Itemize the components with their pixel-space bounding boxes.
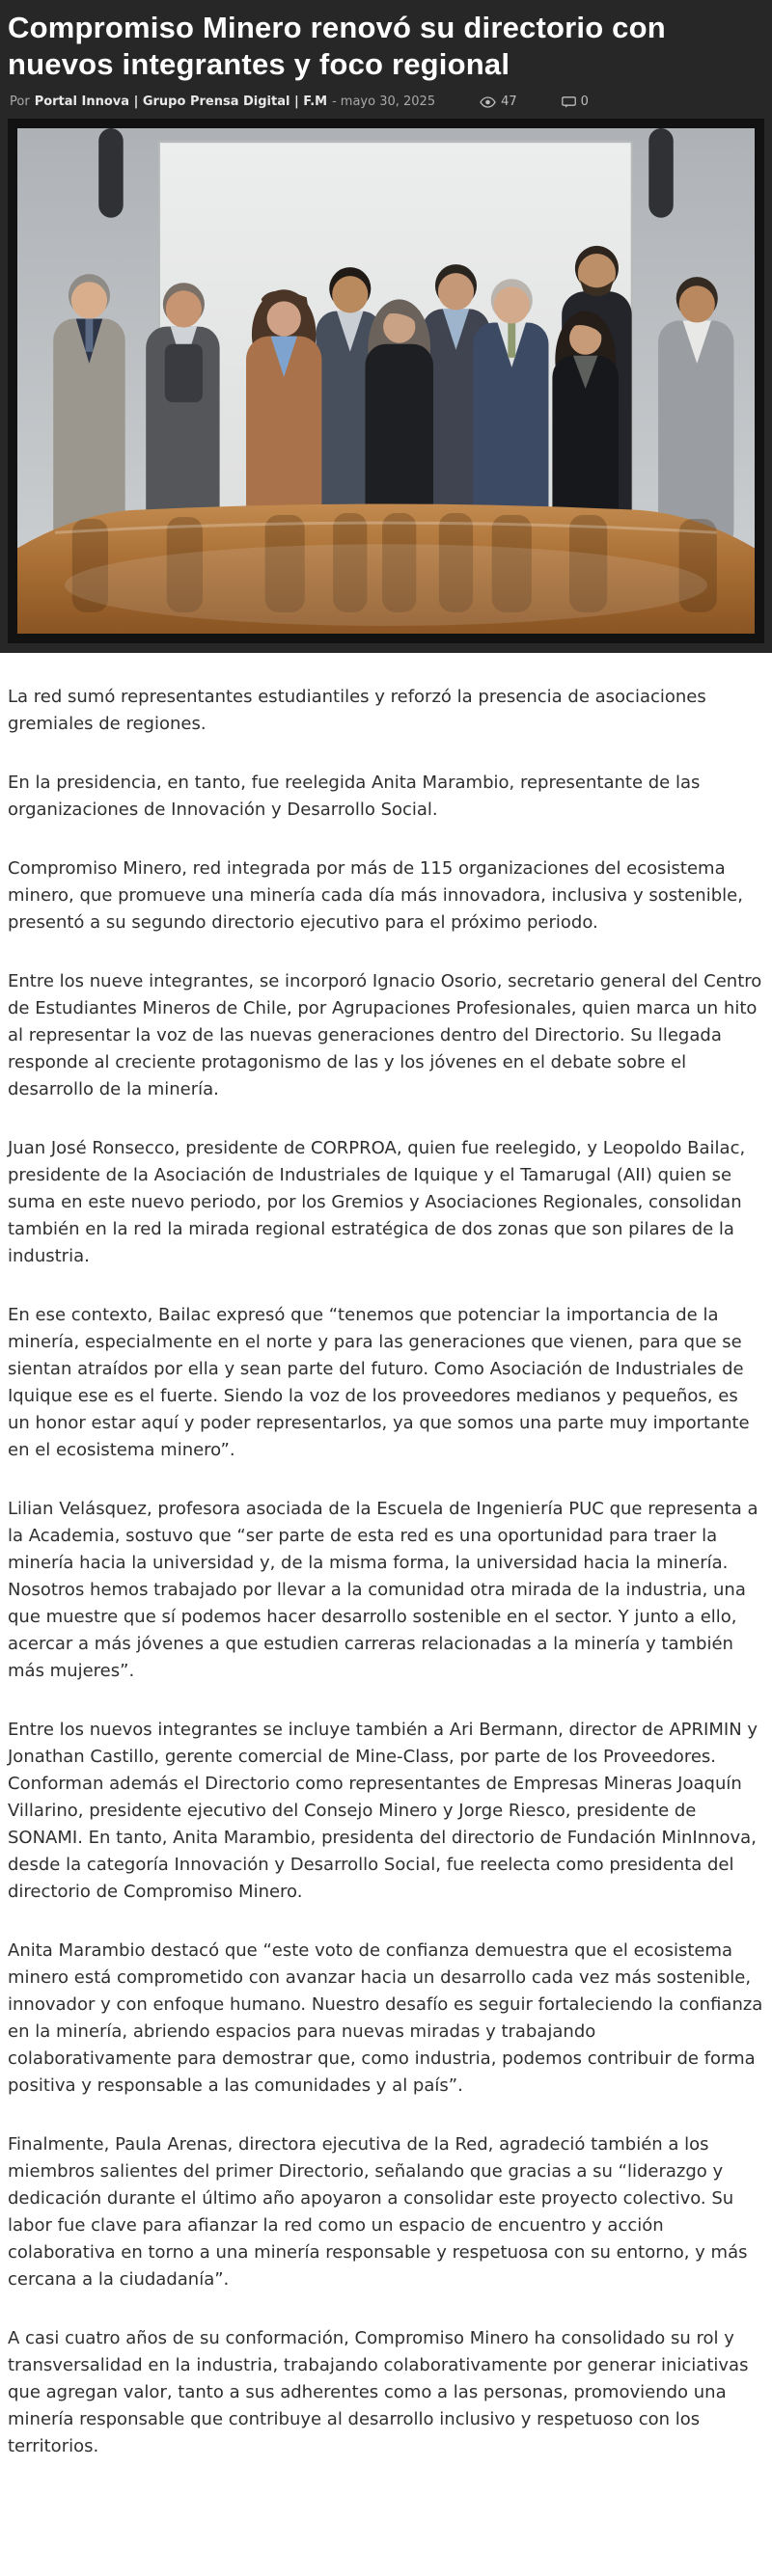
directors-photo: [17, 128, 755, 634]
paragraph-lede: La red sumó representantes estudiantiles y reforzó la presencia de asociaciones gremiales de regiones.: [8, 687, 706, 734]
comments-counter[interactable]: [562, 95, 589, 109]
byline-separator: -: [332, 95, 337, 109]
comments-count: 0: [580, 95, 589, 109]
article-body: [0, 653, 772, 2478]
featured-image-frame: [8, 119, 764, 643]
paragraph: Juan José Ronsecco, presidente de CORPROA, quien fue reelegido, y Leopoldo Bailac, presidente de la Asociación de Industriales de Iquique y el Tamarugal (AII) quien se suma en este nuevo periodo, por los Gremios y Asociaciones Regionales, consolidan también en la red la mirada regional estratégica de dos zonas que son pilares de la industria.: [8, 1138, 746, 1266]
paragraph-quote: Anita Marambio destacó que “este voto de confianza demuestra que el ecosistema minero está comprometido con avanzar hacia un desarrollo cada vez más sostenible, innovador y con enfoque humano. Nuestro desafío es seguir fortaleciendo la confianza en la minería, abriendo espacios para nuevas miradas y trabajando colaborativamente para demostrar que, como industria, podemos contribuir de forma positiva y responsable a las comunidades y al país”.: [8, 1940, 763, 2096]
byline-prefix: Por: [10, 95, 30, 109]
page-title: Compromiso Minero renovó su directorio con nuevos integrantes y foco regional: [8, 11, 666, 81]
views-counter: [480, 95, 517, 109]
byline: [10, 95, 764, 109]
byline-date: mayo 30, 2025: [340, 95, 436, 109]
paragraph-quote: Lilian Velásquez, profesora asociada de la Escuela de Ingeniería PUC que representa a la Academia, sostuvo que “ser parte de esta red es una oportunidad para traer la minería hacia la universidad y, de la misma forma, la universidad hacia la minería. Nosotros hemos trabajado por llevar a la comunidad otra mirada de la industria, una que muestre que sí podemos hacer desarrollo sostenible en el sector. Y junto a ello, acercar a más jóvenes a que estudien carreras relacionadas a la minería y también más mujeres”.: [8, 1499, 758, 1681]
byline-author-link[interactable]: Portal Innova | Grupo Prensa Digital | F.M: [34, 95, 328, 109]
paragraph: Compromiso Minero, red integrada por más de 115 organizaciones del ecosistema minero, que promueve una minería cada día más innovadora, inclusiva y sostenible, presentó a su segundo directorio ejecutivo para el próximo periodo.: [8, 858, 743, 933]
comments-bubble-icon: [562, 96, 576, 108]
paragraph: En la presidencia, en tanto, fue reelegida Anita Marambio, representante de las organizaciones de Innovación y Desarrollo Social.: [8, 773, 701, 820]
views-eye-icon: [480, 96, 496, 108]
views-count: 47: [501, 95, 517, 109]
paragraph: Entre los nueve integrantes, se incorporó Ignacio Osorio, secretario general del Centro de Estudiantes Mineros de Chile, por Agrupaciones Profesionales, quien marca un hito al representar la voz de las nuevas generaciones dentro del Directorio. Su llegada responde al creciente protagonismo de las y los jóvenes en el debate sobre el desarrollo de la minería.: [8, 971, 762, 1099]
paragraph-quote: Finalmente, Paula Arenas, directora ejecutiva de la Red, agradeció también a los miembros salientes del primer Directorio, señalando que gracias a su “liderazgo y dedicación durante el último año apoyaron a consolidar este proyecto colectivo. Su labor fue clave para afianzar la red como un espacio de encuentro y acción colaborativa en torno a una minería responsable y respetuosa con su entorno, y más cercana a la ciudadanía”.: [8, 2134, 748, 2290]
paragraph: Entre los nuevos integrantes se incluye también a Ari Bermann, director de APRIMIN y Jonathan Castillo, gerente comercial de Mine-Class, por parte de los Proveedores. Conforman además el Directorio como representantes de Empresas Mineras Joaquín Villarino, presidente ejecutivo del Consejo Minero y Jorge Riesco, presidente de SONAMI. En tanto, Anita Marambio, presidenta del directorio de Fundación MinInnova, desde la categoría Innovación y Desarrollo Social, fue reelecta como presidenta del directorio de Compromiso Minero.: [8, 1720, 758, 1902]
article-header: [0, 0, 772, 653]
paragraph-quote: En ese contexto, Bailac expresó que “tenemos que potenciar la importancia de la minería, especialmente en el norte y para las generaciones que vienen, para que se sientan atraídos por ella y sean parte del futuro. Como Asociación de Industriales de Iquique ese es el fuerte. Siendo la voz de los proveedores medianos y pequeños, es un honor estar aquí y poder representarlos, ya que somos una parte muy importante en el ecosistema minero”.: [8, 1305, 750, 1460]
paragraph-closing: A casi cuatro años de su conformación, Compromiso Minero ha consolidado su rol y transversalidad en la industria, trabajando colaborativamente por generar iniciativas que agregan valor, tanto a sus adherentes como a las personas, promoviendo una minería responsable que contribuye al desarrollo inclusivo y respetuoso con los territorios.: [8, 2328, 749, 2456]
